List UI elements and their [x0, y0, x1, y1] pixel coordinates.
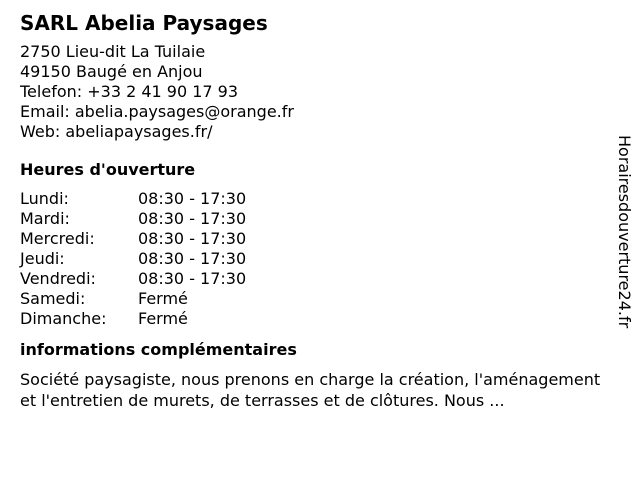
day-label: Samedi: [20, 289, 86, 308]
business-card [20, 10, 610, 411]
hours-list [20, 189, 610, 329]
hours-row-saturday [20, 289, 610, 309]
hours-row-sunday [20, 309, 610, 329]
day-label: Lundi: [20, 189, 69, 208]
site-watermark: Horairesdouverture24.fr [615, 135, 634, 329]
day-hours: 08:30 - 17:30 [138, 229, 247, 248]
day-label: Dimanche: [20, 309, 107, 328]
hours-row-thursday [20, 249, 610, 269]
hours-heading: Heures d'ouverture [20, 160, 196, 179]
day-label: Vendredi: [20, 269, 96, 288]
email-line: Email: abelia.paysages@orange.fr [20, 102, 294, 121]
hours-row-tuesday [20, 209, 610, 229]
web-line: Web: abeliapaysages.fr/ [20, 122, 213, 141]
hours-row-friday [20, 269, 610, 289]
day-hours: 08:30 - 17:30 [138, 249, 247, 268]
day-hours: 08:30 - 17:30 [138, 269, 247, 288]
address-line-1: 2750 Lieu-dit La Tuilaie [20, 42, 206, 61]
info-heading: informations complémentaires [20, 340, 297, 359]
phone-line: Telefon: +33 2 41 90 17 93 [20, 82, 239, 101]
day-hours: 08:30 - 17:30 [138, 209, 247, 228]
day-hours: 08:30 - 17:30 [138, 189, 247, 208]
hours-row-monday [20, 189, 610, 209]
day-hours: Fermé [138, 289, 188, 308]
day-label: Mercredi: [20, 229, 95, 248]
day-label: Jeudi: [20, 249, 65, 268]
address-line-2: 49150 Baugé en Anjou [20, 62, 203, 81]
company-name: SARL Abelia Paysages [20, 11, 268, 35]
info-description: Société paysagiste, nous prenons en charge la création, l'aménagement et l'entretien de murets, de terrasses et de clôtures. Nous ... [20, 370, 601, 410]
day-hours: Fermé [138, 309, 188, 328]
hours-row-wednesday [20, 229, 610, 249]
day-label: Mardi: [20, 209, 70, 228]
